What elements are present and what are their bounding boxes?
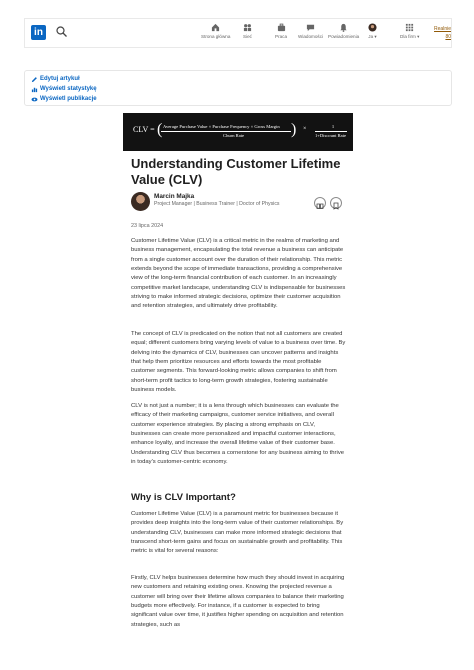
nav-jobs-label: Praca (275, 34, 288, 39)
author-name[interactable]: Marcin Majka (154, 193, 195, 200)
formula-clv: CLV = (133, 125, 155, 134)
edit-article-label: Edytuj artykuł (40, 76, 80, 82)
network-icon (243, 23, 252, 32)
search-icon[interactable] (55, 25, 69, 39)
nav-network-label: Sieć (243, 34, 252, 39)
nav-messaging-label: Wiadomości (298, 34, 324, 39)
formula-fraction-bar-2 (315, 131, 347, 132)
book-icon (315, 201, 325, 211)
formula-numerator: Average Purchase Value × Purchase Frequency × Gross Margin (163, 124, 280, 129)
stats-icon (31, 86, 38, 93)
nav-jobs[interactable] (275, 23, 287, 39)
save-article-button[interactable] (330, 197, 342, 209)
premium-line-2: 80 (445, 34, 451, 40)
reading-mode-button[interactable] (314, 197, 326, 209)
nav-notifications[interactable] (328, 23, 359, 39)
nav-notifications-label: Powiadomienia (328, 34, 360, 39)
article-actions-panel (24, 70, 452, 106)
home-icon (211, 23, 220, 32)
nav-home[interactable] (201, 23, 230, 39)
author-block (131, 192, 356, 216)
publish-date: 23 lipca 2024 (131, 223, 164, 229)
formula-frac2-numerator: 1 (331, 124, 335, 129)
section-heading: Why is CLV Important? (131, 492, 236, 503)
briefcase-icon (277, 23, 286, 32)
bell-icon (339, 23, 348, 32)
formula-paren-left: ( (157, 121, 163, 138)
eye-icon (31, 96, 38, 103)
top-navigation-bar (24, 18, 452, 48)
article-paragraph: CLV is not just a number; it is a lens through which businesses can evaluate the efficacy of their marketing campaigns, customer service initiatives, and overall customer experience strategies. By placing a strong emphasis on CLV, businesses can create more personalized and impactful customer interactions, enhance loyalty, and increase the overall lifetime value of their customer base. Understanding CLV thus becomes a cornerstone for any business aiming to thrive in today's customer-centric economy. (131, 403, 345, 466)
article-paragraph: The concept of CLV is predicated on the notion that not all customers are created equal; different customers bring varying levels of value to a business over time. By delving into the dynamics of CLV, businesses can uncover patterns and insights that help them prioritize resources and efforts towards the most profitable customer segments. This forward-looking metric allows companies to shift from short-term profit tactics to long-term growth strategies, fostering sustainable business models. (131, 331, 346, 394)
view-posts-link[interactable] (31, 94, 445, 104)
nav-network[interactable] (243, 23, 252, 39)
pencil-icon (31, 76, 38, 83)
nav-business-menu[interactable] (400, 23, 419, 40)
formula-paren-right: ) (291, 121, 297, 138)
formula-fraction-bar (161, 131, 291, 132)
nav-business-label: Dla firm ▾ (400, 34, 420, 39)
linkedin-logo[interactable]: in (31, 25, 46, 40)
formula-frac2-denominator: 1+Discount Rate (314, 133, 347, 138)
formula-denominator: Churn Rate (223, 133, 245, 138)
view-stats-label: Wyświetl statystykę (40, 86, 97, 92)
author-headline: Project Manager | Business Trainer | Doctor of Physics (154, 201, 280, 207)
article-paragraph: Customer Lifetime Value (CLV) is a critical metric in the realms of marketing and business management, encapsulating the total revenue a business can anticipate from a single customer account over the duration of their relationship. This metric extends beyond the scope of immediate transactions, providing a comprehensive view of the long-term financial contribution of each customer. In an increasingly competitive market landscape, understanding CLV is indispensable for businesses striving to make informed strategic decisions, optimize their customer acquisition and retention strategies, and ultimately drive profitability. (131, 238, 346, 310)
article-cover-image (123, 113, 353, 151)
edit-article-link[interactable] (31, 74, 445, 84)
nav-me-menu[interactable] (368, 23, 377, 40)
premium-link[interactable] (431, 25, 451, 41)
nav-home-label: Strona główna (201, 34, 231, 39)
premium-line-1: Realnie (434, 26, 451, 32)
view-posts-label: Wyświetl publikacje (40, 96, 97, 102)
nav-messaging[interactable] (298, 23, 323, 39)
grid-icon (405, 23, 414, 32)
author-avatar[interactable] (131, 192, 150, 211)
messages-icon (306, 23, 315, 32)
article-title: Understanding Customer Lifetime Value (CLV) (131, 156, 341, 187)
formula-times: × (303, 126, 307, 132)
view-stats-link[interactable] (31, 84, 445, 94)
bookmark-icon (331, 201, 341, 211)
article-paragraph: Firstly, CLV helps businesses determine how much they should invest in acquiring new customers and retaining existing ones. Knowing the projected revenue a customer will bring over their lifetime allows companies to balance their marketing budgets more effectively. For instance, if a customer is expected to bring significant value over time, it justifies higher spending on acquisition and retention strategies, such as (131, 575, 345, 628)
article-paragraph: Customer Lifetime Value (CLV) is a paramount metric for businesses because it provides deep insights into the long-term value of their customer relationships. By understanding CLV, businesses can make more informed strategic decisions that transcend short-term gains and focus on sustainable growth and profitability. This metric is vital for several reasons: (131, 511, 344, 555)
profile-avatar (368, 23, 377, 32)
nav-me-label: Ja ▾ (368, 34, 377, 39)
